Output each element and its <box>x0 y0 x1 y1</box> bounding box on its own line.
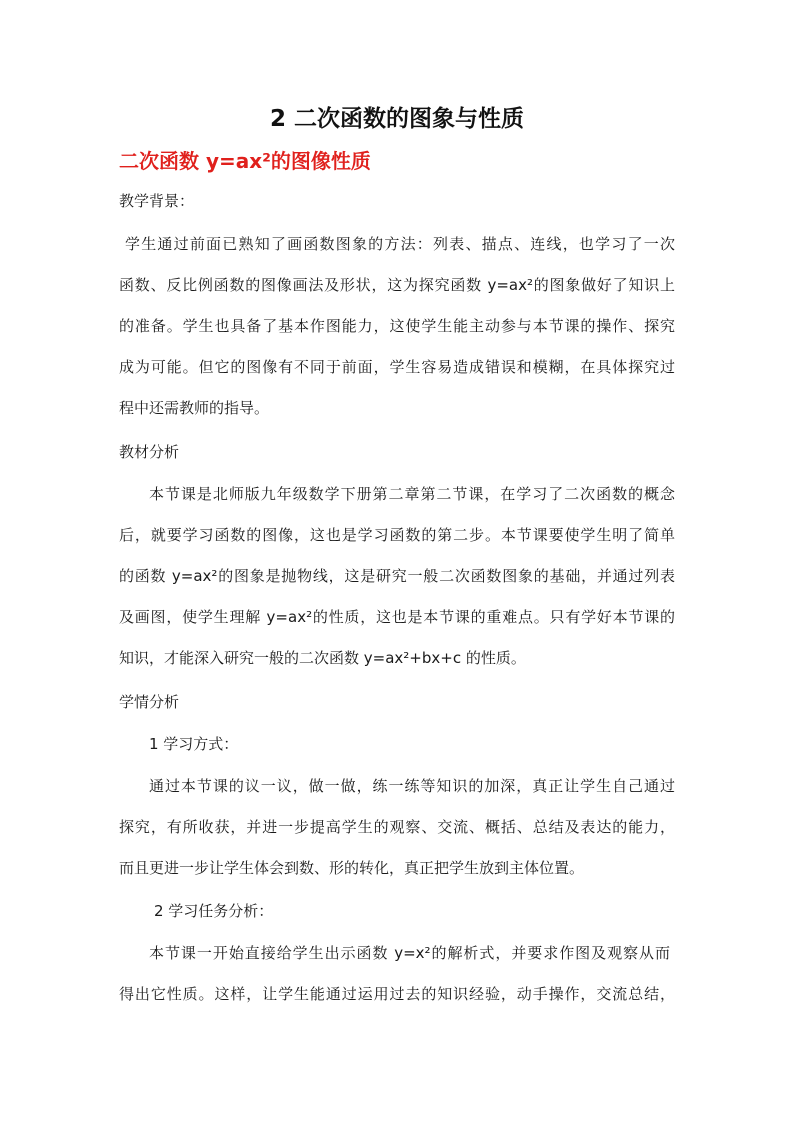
paragraph-line: 得出它性质。这样，让学生能通过运用过去的知识经验，动手操作，交流总结， <box>119 985 675 1003</box>
paragraph-line: 学生通过前面已熟知了画函数图象的方法：列表、描点、连线，也学习了一次 <box>125 235 675 253</box>
paragraph-line: 本节课一开始直接给学生出示函数 y=x²的解析式，并要求作图及观察从而 <box>149 944 670 962</box>
paragraph-line: 函数、反比例函数的图像画法及形状，这为探究函数 y=ax²的图象做好了知识上 <box>119 276 675 294</box>
material-heading: 教材分析 <box>119 443 180 461</box>
students-heading: 学情分析 <box>119 693 180 711</box>
paragraph-line: 成为可能。但它的图像有不同于前面，学生容易造成错误和模糊，在具体探究过 <box>119 358 675 376</box>
section-subtitle: 二次函数 y=ax²的图像性质 <box>119 149 371 173</box>
paragraph-line: 而且更进一步让学生体会到数、形的转化，真正把学生放到主体位置。 <box>119 859 585 877</box>
paragraph-line: 的准备。学生也具备了基本作图能力，这使学生能主动参与本节课的操作、探究 <box>119 317 675 335</box>
paragraph-line: 通过本节课的议一议，做一做，练一练等知识的加深，真正让学生自己通过 <box>149 777 675 795</box>
subsection-heading: 1 学习方式： <box>149 735 239 753</box>
subsection-heading: 2 学习任务分析： <box>154 902 274 920</box>
background-heading: 教学背景： <box>119 192 195 210</box>
paragraph-line: 的函数 y=ax²的图象是抛物线，这是研究一般二次函数图象的基础，并通过列表 <box>119 567 675 585</box>
paragraph-line: 知识，才能深入研究一般的二次函数 y=ax²+bx+c 的性质。 <box>119 649 526 667</box>
paragraph-line: 探究，有所收获，并进一步提高学生的观察、交流、概括、总结及表达的能力， <box>119 818 675 836</box>
paragraph-line: 程中还需教师的指导。 <box>119 399 270 417</box>
paragraph-line: 后，就要学习函数的图像，这也是学习函数的第二步。本节课要使学生明了简单 <box>119 526 675 544</box>
document-title: 2 二次函数的图象与性质 <box>269 106 524 132</box>
paragraph-line: 及画图，使学生理解 y=ax²的性质，这也是本节课的重难点。只有学好本节课的 <box>119 608 675 626</box>
paragraph-line: 本节课是北师版九年级数学下册第二章第二节课，在学习了二次函数的概念 <box>149 485 675 503</box>
